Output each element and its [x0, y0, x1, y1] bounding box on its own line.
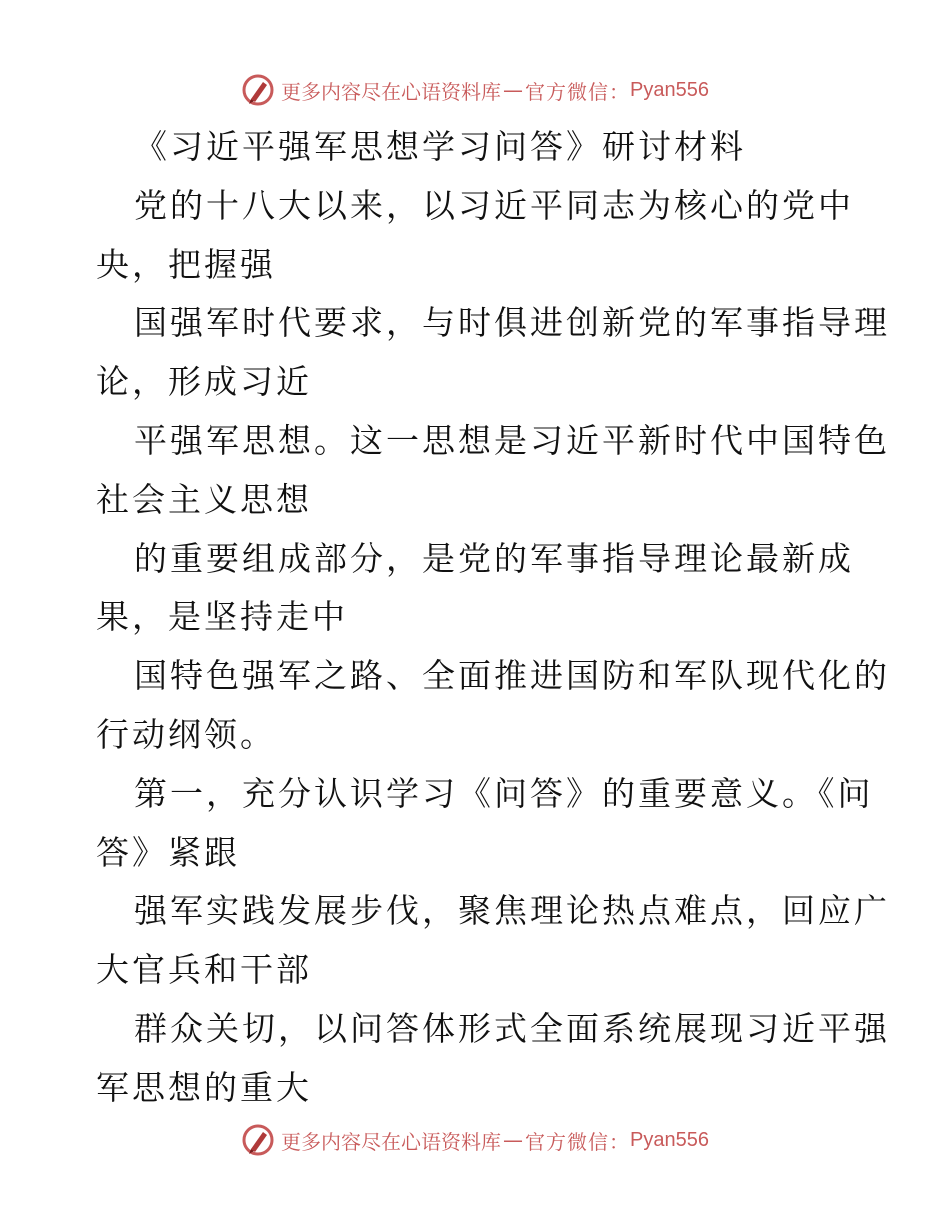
watermark-text: 更多内容尽在心语资料库 — [281, 1129, 502, 1154]
text-line: 党的十八大以来，以习近平同志为核心的党中 — [134, 185, 854, 225]
document-body — [96, 118, 890, 1118]
text-line: 央，把握强 — [96, 244, 276, 284]
text-line: 强军实践发展步伐，聚焦理论热点难点，回应广 — [134, 891, 890, 931]
text-line: 行动纲领。 — [96, 714, 276, 754]
watermark-wechat-id: Pyan556 — [630, 78, 709, 101]
pen-seal-icon — [241, 1123, 275, 1157]
text-line: 群众关切，以问答体形式全面系统展现习近平强 — [134, 1008, 890, 1048]
text-line: 大官兵和干部 — [96, 950, 312, 990]
watermark-text: 更多内容尽在心语资料库 — [281, 79, 502, 104]
watermark-label: 官方微信： — [525, 1129, 631, 1154]
watermark-label: 官方微信： — [525, 79, 631, 104]
text-line: 平强军思想。这一思想是习近平新时代中国特色 — [134, 420, 890, 460]
watermark-separator: — — [503, 1128, 524, 1152]
text-line: 答》紧跟 — [96, 832, 240, 872]
watermark-separator: — — [503, 78, 524, 102]
document-title: 《习近平强军思想学习问答》研讨材料 — [134, 127, 746, 166]
text-line: 社会主义思想 — [96, 479, 312, 519]
text-line: 国强军时代要求，与时俱进创新党的军事指导理 — [134, 303, 890, 343]
pen-seal-icon — [241, 73, 275, 107]
text-line: 果，是坚持走中 — [96, 597, 348, 637]
text-line: 国特色强军之路、全面推进国防和军队现代化的 — [134, 656, 890, 696]
text-line: 军思想的重大 — [96, 1067, 312, 1107]
text-line: 论，形成习近 — [96, 362, 312, 402]
text-line: 的重要组成部分，是党的军事指导理论最新成 — [134, 538, 854, 578]
header-watermark — [0, 70, 950, 110]
footer-watermark — [0, 1120, 950, 1160]
watermark-wechat-id: Pyan556 — [630, 1128, 709, 1151]
text-line: 第一，充分认识学习《问答》的重要意义。《问 — [134, 773, 874, 813]
